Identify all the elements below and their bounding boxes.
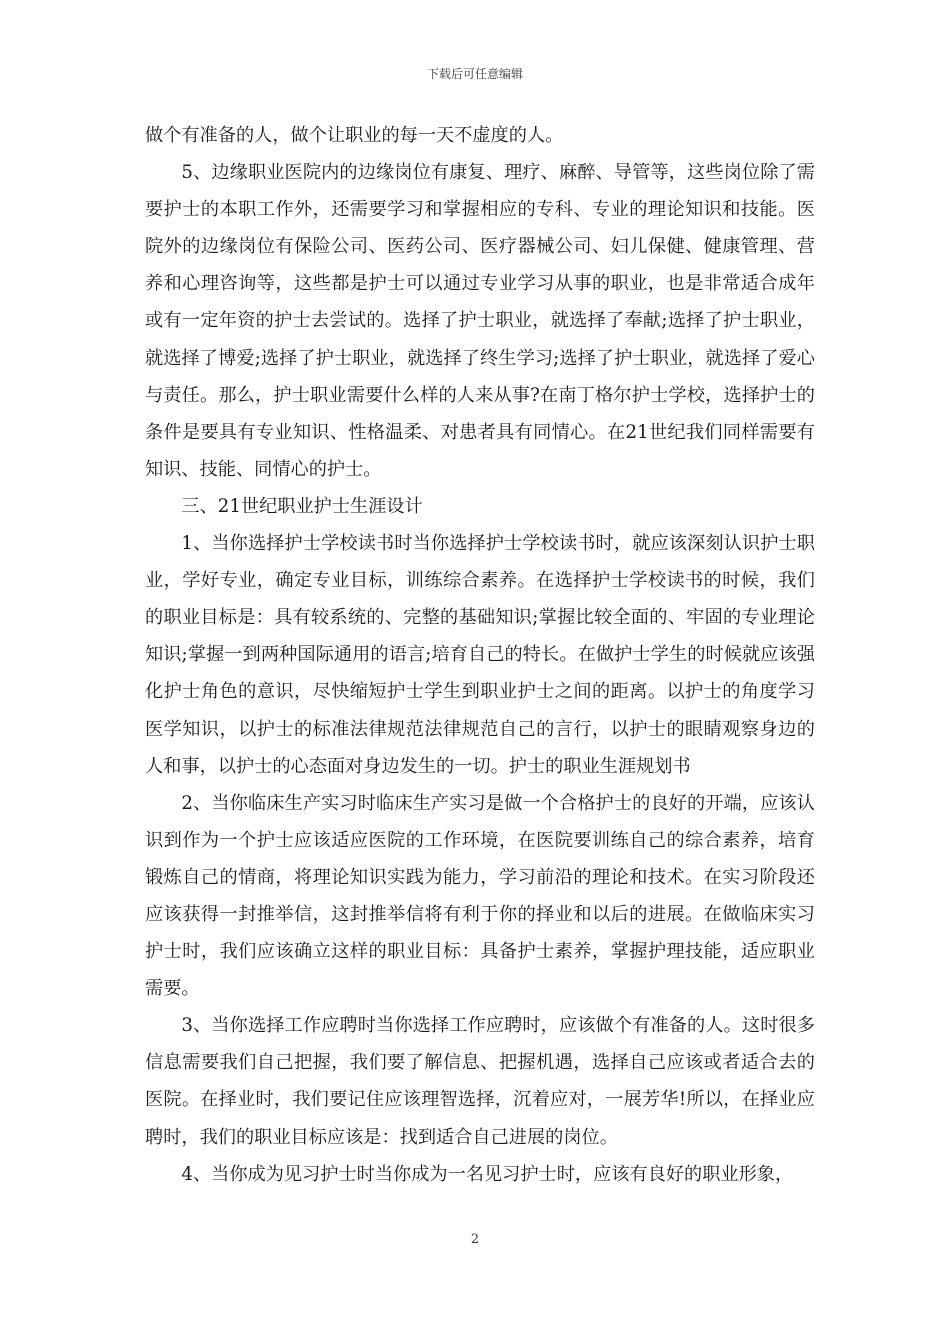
- page-number: 2: [470, 1232, 480, 1247]
- paragraph-clinical-internship: 2、当你临床生产实习时临床生产实习是做一个合格护士的良好的开端，应该认识到作为一个护士应该适应医院的工作环境，在医院要训练自己的综合素养，培育锻炼自己的情商，将理论知识实践为能力，学习前沿的理论和技术。在实习阶段还应该获得一封推举信，这封推举信将有利于你的择业和以后的进展。在做临床实习护士时，我们应该确立这样的职业目标：具备护士素养，掌握护理技能，适应职业需要。: [145, 792, 815, 1000]
- paragraph-marginal-careers: 5、边缘职业医院内的边缘岗位有康复、理疗、麻醉、导管等，这些岗位除了需要护士的本职工作外，还需要学习和掌握相应的专科、专业的理论知识和技能。医院外的边缘岗位有保险公司、医药公司、医疗器械公司、妇儿保健、健康管理、营养和心理咨询等，这些都是护士可以通过专业学习从事的职业，也是非常适合成年或有一定年资的护士去尝试的。选择了护士职业，就选择了奉献;选择了护士职业，就选择了博爱;选择了护士职业，就选择了终生学习;选择了护士职业，就选择了爱心与责任。那么，护士职业需要什么样的人来从事?在南丁格尔护士学校，选择护士的条件是要具有专业知识、性格温柔、对患者具有同情心。在21世纪我们同样需要有知识、技能、同情心的护士。: [145, 162, 815, 480]
- page-header: 下载后可任意编辑: [426, 67, 523, 81]
- paragraph-trainee-nurse: 4、当你成为见习护士时当你成为一名见习护士时，应该有良好的职业形象，: [181, 1163, 794, 1185]
- paragraph-nursing-school: 1、当你选择护士学校读书时当你选择护士学校读书时，就应该深刻认识护士职业，学好专业，确定专业目标，训练综合素养。在选择护士学校读书的时候，我们的职业目标是：具有较系统的、完整的基础知识;掌握比较全面的、牢固的专业理论知识;掌握一到两种国际通用的语言;培育自己的特长。在做护士学生的时候就应该强化护士角色的意识，尽快缩短护士学生到职业护士之间的距离。以护士的角度学习医学知识，以护士的标准法律规范法律规范自己的言行，以护士的眼睛观察身边的人和事，以护士的心态面对身边发生的一切。护士的职业生涯规划书: [145, 533, 815, 777]
- paragraph-job-application: 3、当你选择工作应聘时当你选择工作应聘时，应该做个有准备的人。这时很多信息需要我们自己把握，我们要了解信息、把握机遇，选择自己应该或者适合去的医院。在择业时，我们要记住应该理智选择，沉着应对，一展芳华!所以，在择业应聘时，我们的职业目标应该是：找到适合自己进展的岗位。: [145, 1015, 815, 1148]
- section-heading: 三、21世纪职业护士生涯设计: [181, 495, 423, 517]
- paragraph-continuation: 做个有准备的人，做个让职业的每一天不虚度的人。: [145, 125, 564, 146]
- document-body: [145, 117, 815, 1193]
